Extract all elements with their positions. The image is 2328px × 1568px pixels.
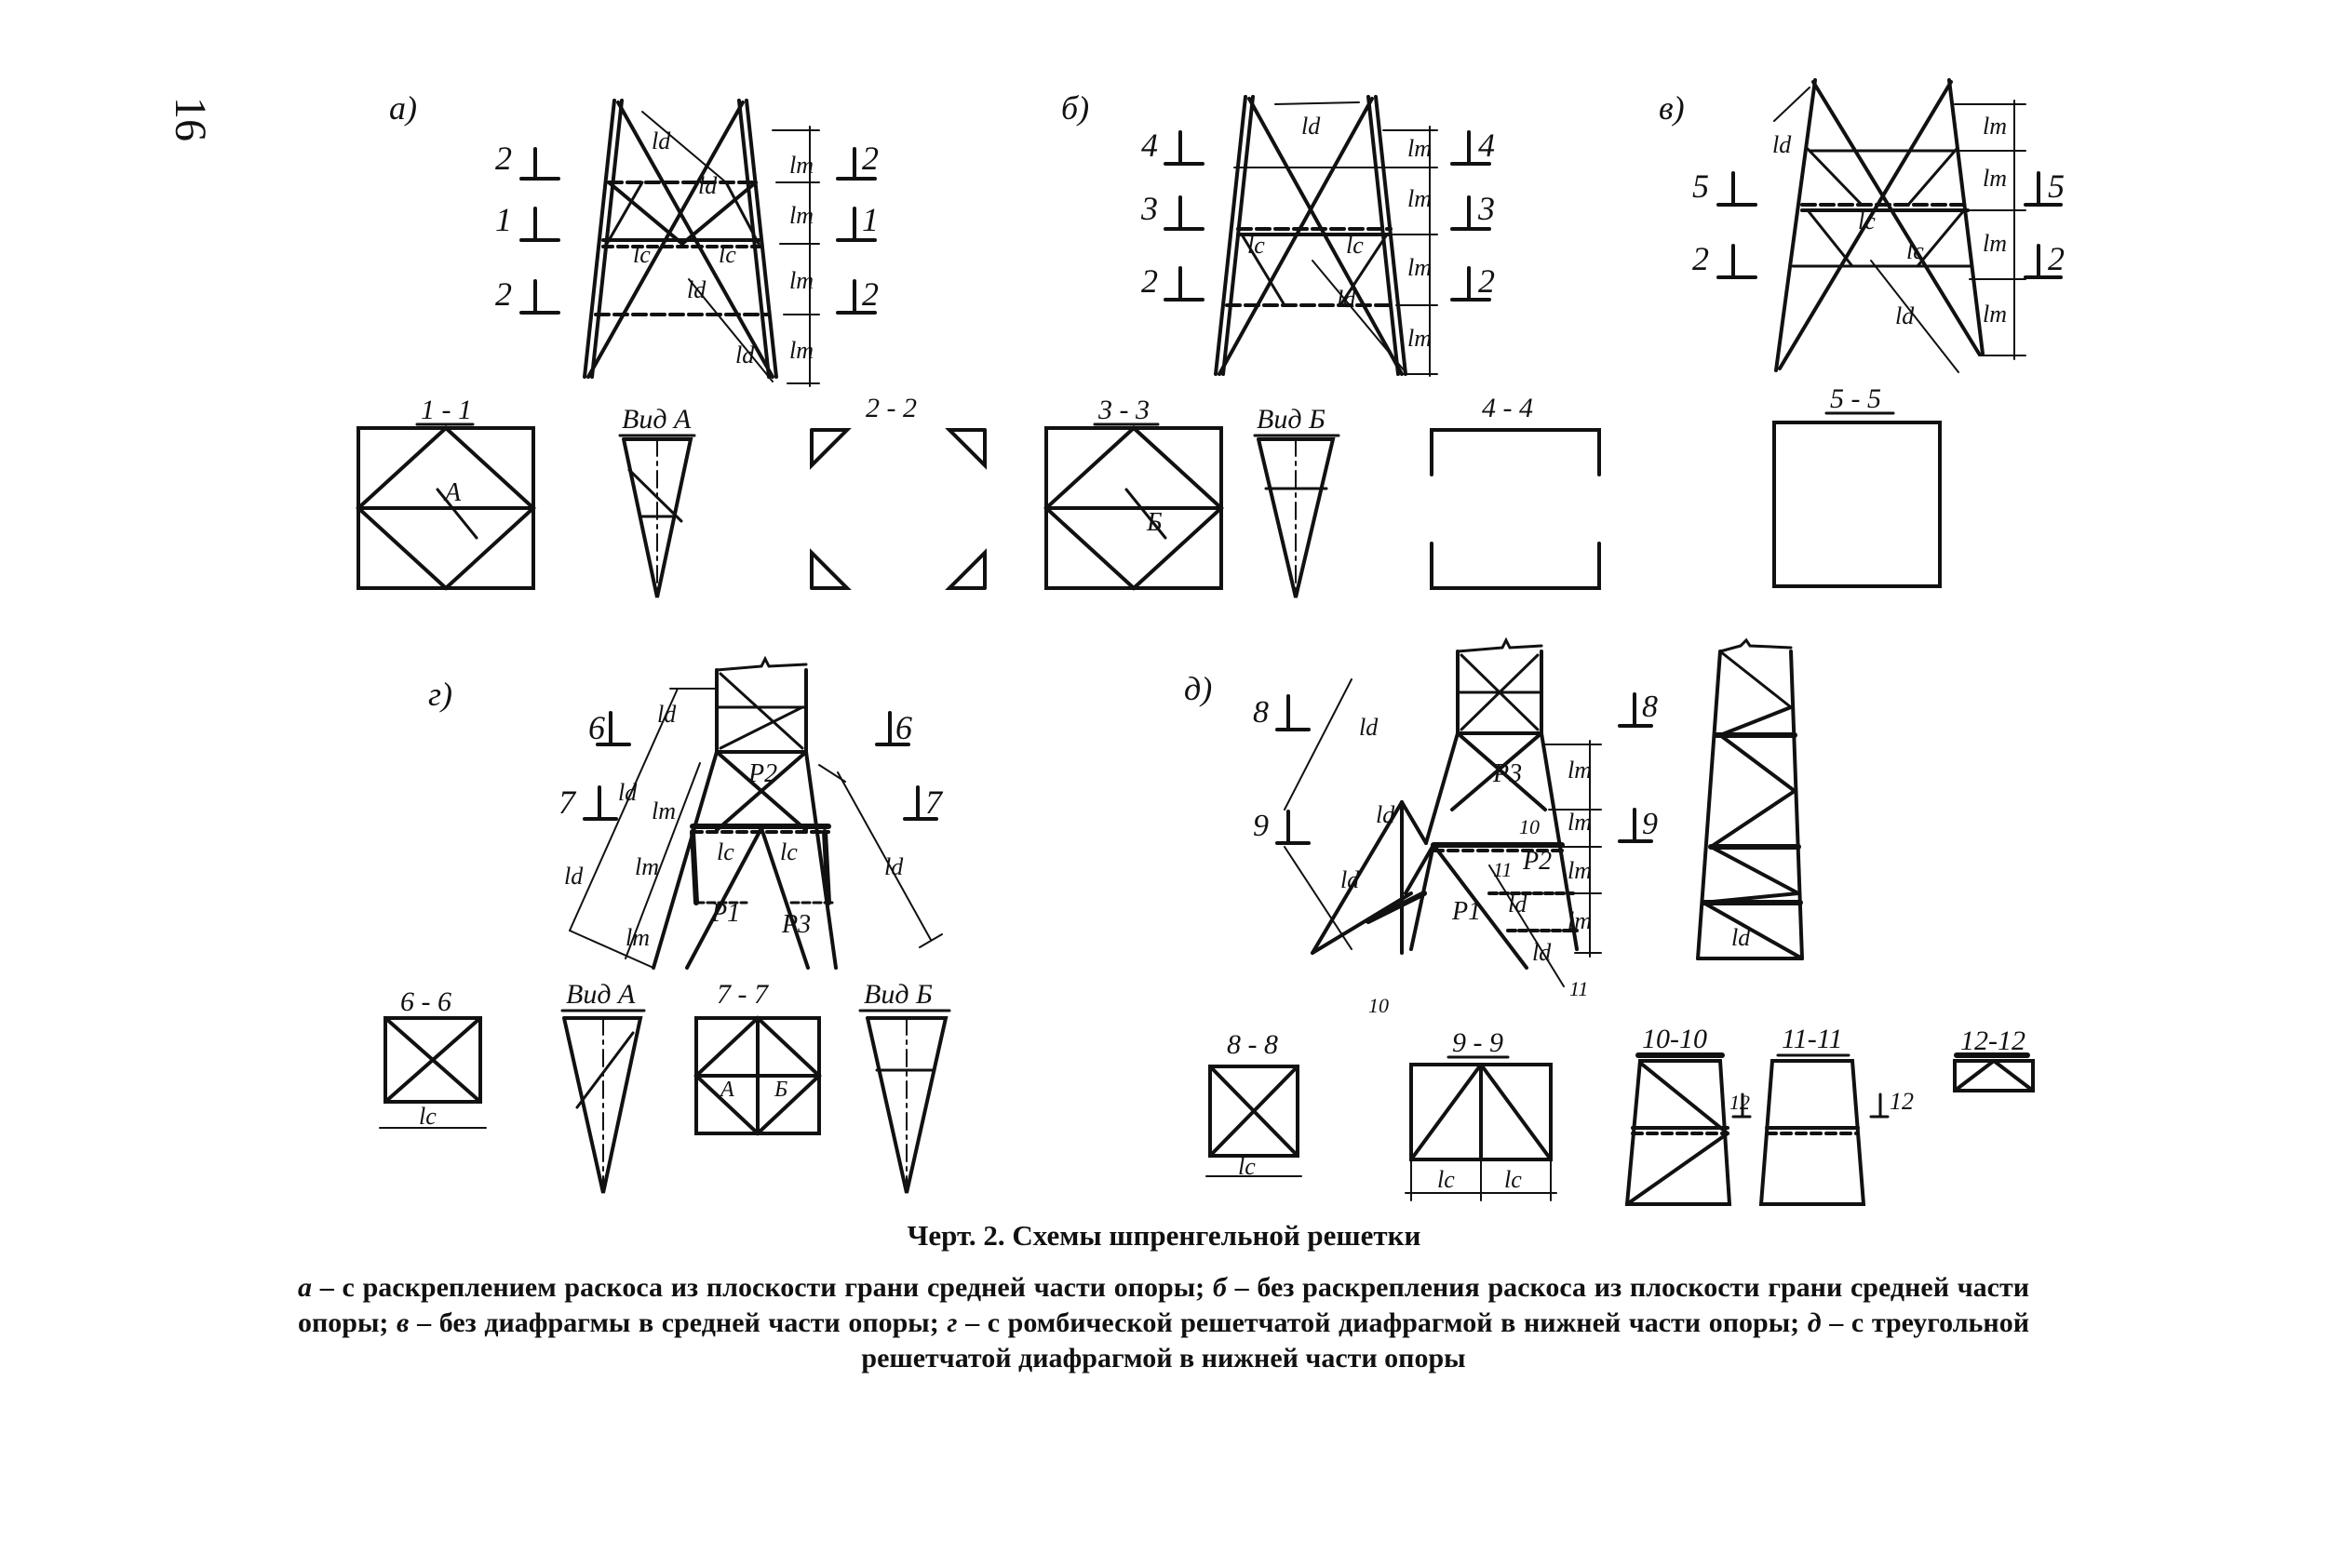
cut-8-right: 8 <box>1642 690 1658 724</box>
dim-lm-a2: lm <box>789 202 814 229</box>
dim-lc-b2: lc <box>1346 232 1364 259</box>
view-b-g <box>860 979 949 1193</box>
view-a-g-title: Вид А <box>566 979 636 1010</box>
section-11-11 <box>1761 1024 1914 1204</box>
view-a-arrow-label: А <box>445 478 462 507</box>
dim-lm-a4: lm <box>789 337 814 364</box>
dim-lc-b1: lc <box>1247 232 1265 259</box>
view-b <box>1255 404 1339 597</box>
caption-item-g-letter: г <box>947 1307 958 1338</box>
panel-a-label: а) <box>389 89 417 127</box>
dim-ld-d4: ld <box>1508 891 1527 918</box>
dim-lm-v4: lm <box>1983 301 2007 328</box>
cut-6-left: 6 <box>588 709 605 746</box>
section-7-7 <box>696 979 819 1133</box>
dim-ld-d5: ld <box>1532 939 1552 966</box>
caption-item-d-letter: д <box>1807 1307 1822 1338</box>
section-3-3 <box>1046 395 1221 588</box>
dim-ld-a3: ld <box>687 276 706 303</box>
cut-7-right: 7 <box>925 784 942 821</box>
figure-caption-description <box>298 1270 2029 1376</box>
view-a <box>620 404 694 597</box>
dim-ld-a1: ld <box>652 127 671 154</box>
label-p1-d: P1 <box>1452 897 1482 926</box>
dim-lm-v3: lm <box>1983 230 2007 257</box>
caption-item-v-text: – без диафрагмы в средней части опоры; <box>409 1307 948 1338</box>
view-b-title: Вид Б <box>1257 404 1325 435</box>
panel-v-label: в) <box>1659 89 1685 127</box>
view-a-title: Вид А <box>622 404 692 435</box>
dim-ld-d2: ld <box>1376 801 1395 828</box>
cut-10-mark-top: 10 <box>1519 815 1540 838</box>
dim-lc-a1: lc <box>633 241 651 268</box>
dim-lm-a3: lm <box>789 267 814 294</box>
cut-2-right: 2 <box>862 140 879 177</box>
cut-9-right: 9 <box>1642 807 1658 841</box>
section-9-9 <box>1406 1027 1556 1200</box>
cut-2-left-v: 2 <box>1692 240 1709 277</box>
dim-ld-v2: ld <box>1895 302 1915 329</box>
caption-item-b-letter: б <box>1212 1272 1227 1303</box>
cut-6-right: 6 <box>895 709 912 746</box>
view-a-g <box>562 979 644 1193</box>
caption-item-b-text: – без раскрепления раскоса из плоскости грани средней части опоры; <box>298 1272 2030 1338</box>
page-number: 16 <box>166 97 215 141</box>
dim-lc-a2: lc <box>719 241 736 268</box>
label-p3-g: P3 <box>782 910 812 939</box>
view-b-arrow-g: Б <box>774 1078 788 1102</box>
dim-ld-g2: ld <box>618 779 638 806</box>
label-p2-d: P2 <box>1523 847 1553 876</box>
section-1-1 <box>358 395 533 588</box>
view-b-arrow-label: Б <box>1147 508 1163 537</box>
dim-lm-d1: lm <box>1568 757 1592 784</box>
section-3-3-title: 3 - 3 <box>1098 395 1150 425</box>
dim-lm-d3: lm <box>1568 857 1592 884</box>
dim-ld-a2: ld <box>698 172 718 199</box>
cut-2-left: 2 <box>495 140 512 177</box>
section-10-10 <box>1627 1024 1750 1204</box>
dim-ld-b2: ld <box>1337 286 1356 313</box>
cut-12-left: 12 <box>1729 1091 1750 1114</box>
section-4-4 <box>1432 393 1599 588</box>
section-1-1-title: 1 - 1 <box>421 395 472 425</box>
panel-g-label: г) <box>428 676 453 713</box>
dim-lm-d2: lm <box>1568 809 1592 836</box>
cut-12-right: 12 <box>1890 1088 1914 1115</box>
section-12-12 <box>1955 1025 2033 1091</box>
cut-7-left: 7 <box>558 784 575 821</box>
dim-lm-b2: lm <box>1407 185 1432 212</box>
cut-2-right-v: 2 <box>2048 240 2065 277</box>
section-6-6 <box>380 986 486 1130</box>
cut-1-left: 1 <box>495 201 512 238</box>
cut-1-right: 1 <box>862 201 879 238</box>
caption-item-a-letter: а <box>298 1272 312 1303</box>
caption-item-d-text: – с треугольной решетчатой диафрагмой в нижней части опоры <box>861 1307 2029 1374</box>
section-9-9-title: 9 - 9 <box>1452 1027 1503 1058</box>
cut-2-right-b: 2 <box>1478 262 1495 300</box>
section-6-6-title: 6 - 6 <box>400 986 451 1017</box>
cut-5-left: 5 <box>1692 168 1709 205</box>
panel-b-label: б) <box>1061 89 1090 127</box>
cut-11-mark-top: 11 <box>1493 858 1513 881</box>
caption-item-g-text: – с ромбической решетчатой диафрагмой в нижней части опоры; <box>957 1307 1808 1338</box>
dim-lc-v1: lc <box>1858 208 1876 235</box>
dim-lc-9-9a: lc <box>1437 1166 1455 1193</box>
view-b-g-title: Вид Б <box>864 979 933 1010</box>
label-p2-g: P2 <box>748 759 778 788</box>
panel-d-side-elevation <box>1698 640 1802 958</box>
section-7-7-title: 7 - 7 <box>717 979 768 1010</box>
dim-lm-a1: lm <box>789 152 814 179</box>
section-4-4-title: 4 - 4 <box>1482 393 1533 423</box>
panel-a-elevation <box>389 89 879 386</box>
label-p3-d: P3 <box>1493 759 1523 788</box>
dim-lc-g2: lc <box>780 838 798 865</box>
cut-2b-right: 2 <box>862 275 879 313</box>
view-a-arrow-g: А <box>720 1078 734 1102</box>
dim-lm-d4: lm <box>1568 907 1592 934</box>
dim-lm-g1: lm <box>652 797 676 824</box>
section-2-2-title: 2 - 2 <box>866 393 917 423</box>
dim-lc-6-6: lc <box>419 1103 437 1130</box>
cut-3-right: 3 <box>1478 190 1495 227</box>
dim-ld-a4: ld <box>735 342 755 369</box>
dim-ld-d1: ld <box>1359 714 1379 741</box>
dim-lc-g1: lc <box>717 838 734 865</box>
dim-ld-side: ld <box>1731 924 1751 951</box>
panel-d-label: д) <box>1184 670 1213 707</box>
figure-caption-title: Черт. 2. Схемы шпренгельной решетки <box>907 1219 1421 1252</box>
dim-lm-b3: lm <box>1407 254 1432 281</box>
section-12-12-title: 12-12 <box>1960 1025 2025 1056</box>
section-11-11-title: 11-11 <box>1782 1024 1843 1054</box>
cut-3-left: 3 <box>1141 190 1158 227</box>
dim-lc-v2: lc <box>1906 237 1924 264</box>
panel-g-elevation <box>428 659 944 968</box>
cut-4-left: 4 <box>1141 127 1158 164</box>
dim-ld-g1: ld <box>657 701 677 728</box>
section-5-5-title: 5 - 5 <box>1830 383 1881 414</box>
panel-d-elevation <box>1184 640 1658 1017</box>
dim-lm-g2: lm <box>635 853 659 880</box>
dim-lc-9-9b: lc <box>1504 1166 1522 1193</box>
caption-item-v-letter: в <box>397 1307 410 1338</box>
cut-5-right: 5 <box>2048 168 2065 205</box>
cut-4-right: 4 <box>1478 127 1495 164</box>
dim-lm-v2: lm <box>1983 165 2007 192</box>
panel-v-elevation <box>1659 80 2065 372</box>
section-2-2 <box>812 393 985 588</box>
cut-9-left: 9 <box>1253 809 1269 843</box>
cut-2b-left: 2 <box>495 275 512 313</box>
dim-ld-d3: ld <box>1340 866 1360 893</box>
dim-lm-b1: lm <box>1407 135 1432 162</box>
section-8-8-title: 8 - 8 <box>1227 1029 1278 1060</box>
cut-2-left-b: 2 <box>1141 262 1158 300</box>
dim-ld-g3: ld <box>564 863 584 890</box>
section-8-8 <box>1206 1029 1301 1180</box>
dim-ld-b1: ld <box>1301 113 1321 140</box>
cut-11-mark: 11 <box>1569 977 1589 1000</box>
label-p1-g: P1 <box>711 899 741 928</box>
dim-ld-v1: ld <box>1772 131 1792 158</box>
dim-lc-8-8: lc <box>1238 1153 1256 1180</box>
section-5-5 <box>1774 383 1940 586</box>
cut-10-mark: 10 <box>1368 994 1389 1017</box>
dim-lm-v1: lm <box>1983 113 2007 140</box>
dim-ld-g4: ld <box>884 853 904 880</box>
section-10-10-title: 10-10 <box>1642 1024 1707 1054</box>
panel-b-elevation <box>1061 89 1495 376</box>
dim-lm-g3: lm <box>626 924 650 951</box>
cut-8-left: 8 <box>1253 695 1269 730</box>
dim-lm-b4: lm <box>1407 325 1432 352</box>
caption-item-a-text: – с раскреплением раскоса из плоскости грани средней части опоры; <box>312 1272 1213 1303</box>
